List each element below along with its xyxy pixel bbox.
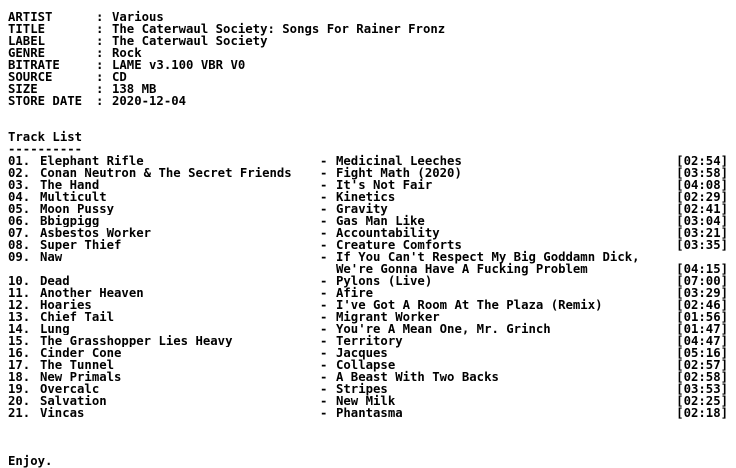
track-separator: - — [320, 226, 328, 240]
track-number: 14. — [8, 322, 31, 336]
track-title: Pylons (Live) — [336, 274, 433, 288]
track-title: Medicinal Leeches — [336, 154, 462, 168]
track-separator: - — [320, 358, 328, 372]
track-title: I've Got A Room At The Plaza (Remix) — [336, 298, 603, 312]
track-number: 11. — [8, 286, 31, 300]
track-separator: - — [320, 250, 328, 264]
track-number: 09. — [8, 250, 31, 264]
track-separator: - — [320, 178, 328, 192]
track-artist: Bbigpigg — [40, 215, 100, 227]
meta-value: 2020-12-04 — [112, 94, 187, 108]
track-artist: Moon Pussy — [40, 203, 115, 215]
meta-value: LAME v3.100 VBR V0 — [112, 58, 246, 72]
track-title-continuation: We're Gonna Have A Fucking Problem — [336, 262, 588, 276]
meta-key: SOURCE — [8, 70, 53, 84]
track-duration: [03:35] — [676, 238, 728, 252]
track-duration: [02:58] — [676, 370, 728, 384]
footer-text: Enjoy. — [8, 454, 53, 468]
track-separator: - — [320, 190, 328, 204]
spacer — [8, 431, 732, 443]
tracklist-heading-underline: ---------- — [8, 142, 83, 156]
track-duration: [03:04] — [676, 214, 728, 228]
track-title: New Milk — [336, 394, 396, 408]
track-duration: [02:46] — [676, 298, 728, 312]
meta-key: BITRATE — [8, 58, 60, 72]
tracklist-heading: Track List — [8, 130, 83, 144]
track-separator: - — [320, 382, 328, 396]
metadata-block — [8, 11, 732, 107]
meta-value: The Caterwaul Society: Songs For Rainer Fronz — [112, 22, 446, 36]
track-number: 20. — [8, 394, 31, 408]
track-duration: [07:00] — [676, 274, 728, 288]
track-artist: Conan Neutron & The Secret Friends — [40, 167, 292, 179]
track-separator: - — [320, 274, 328, 288]
track-artist: Overcalc — [40, 383, 100, 395]
track-title: Gravity — [336, 202, 388, 216]
track-artist: Super Thief — [40, 239, 122, 251]
track-artist: The Tunnel — [40, 359, 115, 371]
track-row — [8, 407, 732, 419]
track-title: Accountability — [336, 226, 440, 240]
spacer — [8, 419, 732, 431]
track-duration: [04:47] — [676, 334, 728, 348]
track-number: 07. — [8, 226, 31, 240]
track-title: Collapse — [336, 358, 396, 372]
track-artist: Multicult — [40, 191, 107, 203]
meta-separator: : — [96, 10, 104, 24]
track-separator: - — [320, 334, 328, 348]
track-title: Phantasma — [336, 406, 403, 420]
track-title: Jacques — [336, 346, 388, 360]
track-duration: [03:58] — [676, 166, 728, 180]
meta-separator: : — [96, 58, 104, 72]
spacer — [8, 443, 732, 455]
track-duration: [01:56] — [676, 310, 728, 324]
track-duration: [03:53] — [676, 382, 728, 396]
track-artist: Elephant Rifle — [40, 155, 144, 167]
track-number: 13. — [8, 310, 31, 324]
track-number: 10. — [8, 274, 31, 288]
track-separator: - — [320, 286, 328, 300]
track-duration: [02:57] — [676, 358, 728, 372]
track-separator: - — [320, 238, 328, 252]
meta-separator: : — [96, 22, 104, 36]
track-artist: Chief Tail — [40, 311, 115, 323]
meta-key: STORE DATE — [8, 94, 83, 108]
track-duration: [02:54] — [676, 154, 728, 168]
track-duration: [04:08] — [676, 178, 728, 192]
track-separator: - — [320, 214, 328, 228]
meta-separator: : — [96, 70, 104, 84]
track-duration: [02:25] — [676, 394, 728, 408]
track-artist: Lung — [40, 323, 70, 335]
track-title: Territory — [336, 334, 403, 348]
meta-value: The Caterwaul Society — [112, 34, 268, 48]
track-title: A Beast With Two Backs — [336, 370, 499, 384]
track-artist: Naw — [40, 251, 63, 263]
spacer — [8, 107, 732, 119]
track-number: 05. — [8, 202, 31, 216]
track-artist: Hoaries — [40, 299, 92, 311]
track-artist: Salvation — [40, 395, 107, 407]
track-number: 16. — [8, 346, 31, 360]
track-number: 01. — [8, 154, 31, 168]
track-duration: [01:47] — [676, 322, 728, 336]
track-title: Fight Math (2020) — [336, 166, 462, 180]
track-title: Kinetics — [336, 190, 396, 204]
track-separator: - — [320, 370, 328, 384]
meta-key: SIZE — [8, 82, 38, 96]
meta-key: GENRE — [8, 46, 46, 60]
track-separator: - — [320, 394, 328, 408]
track-separator: - — [320, 310, 328, 324]
track-title: Migrant Worker — [336, 310, 440, 324]
meta-key: TITLE — [8, 22, 46, 36]
meta-separator: : — [96, 46, 104, 60]
track-title: It's Not Fair — [336, 178, 433, 192]
track-number: 12. — [8, 298, 31, 312]
track-duration: [02:41] — [676, 202, 728, 216]
track-artist: Cinder Cone — [40, 347, 122, 359]
track-number: 04. — [8, 190, 31, 204]
track-title: Creature Comforts — [336, 238, 462, 252]
spacer — [8, 119, 732, 131]
track-artist: Vincas — [40, 407, 85, 419]
track-separator: - — [320, 322, 328, 336]
meta-separator: : — [96, 94, 104, 108]
meta-value: 138 MB — [112, 82, 157, 96]
track-separator: - — [320, 298, 328, 312]
track-artist: The Grasshopper Lies Heavy — [40, 335, 233, 347]
nfo-document — [8, 11, 732, 467]
meta-separator: : — [96, 34, 104, 48]
track-separator: - — [320, 346, 328, 360]
track-number: 02. — [8, 166, 31, 180]
track-duration: [05:16] — [676, 346, 728, 360]
track-title: You're A Mean One, Mr. Grinch — [336, 322, 551, 336]
track-title: If You Can't Respect My Big Goddamn Dick, — [336, 250, 640, 264]
track-artist: The Hand — [40, 179, 100, 191]
tracklist — [8, 155, 732, 419]
track-number: 08. — [8, 238, 31, 252]
track-number: 06. — [8, 214, 31, 228]
track-number: 03. — [8, 178, 31, 192]
track-separator: - — [320, 166, 328, 180]
meta-separator: : — [96, 82, 104, 96]
meta-key: LABEL — [8, 34, 46, 48]
meta-value: Rock — [112, 46, 142, 60]
track-separator: - — [320, 202, 328, 216]
track-artist: Dead — [40, 275, 70, 287]
track-duration: [03:21] — [676, 226, 728, 240]
track-duration: [04:15] — [676, 262, 728, 276]
track-artist: Another Heaven — [40, 287, 144, 299]
track-duration: [02:18] — [676, 406, 728, 420]
track-duration: [02:29] — [676, 190, 728, 204]
track-duration: [03:29] — [676, 286, 728, 300]
track-separator: - — [320, 406, 328, 420]
meta-value: Various — [112, 10, 164, 24]
track-title: Afire — [336, 286, 374, 300]
track-separator: - — [320, 154, 328, 168]
track-artist: Asbestos Worker — [40, 227, 152, 239]
track-number: 18. — [8, 370, 31, 384]
track-artist: New Primals — [40, 371, 122, 383]
track-number: 15. — [8, 334, 31, 348]
meta-row-store-date — [8, 95, 732, 107]
track-number: 19. — [8, 382, 31, 396]
track-number: 17. — [8, 358, 31, 372]
track-title: Stripes — [336, 382, 388, 396]
track-title: Gas Man Like — [336, 214, 425, 228]
track-number: 21. — [8, 406, 31, 420]
meta-value: CD — [112, 70, 127, 84]
meta-key: ARTIST — [8, 10, 53, 24]
